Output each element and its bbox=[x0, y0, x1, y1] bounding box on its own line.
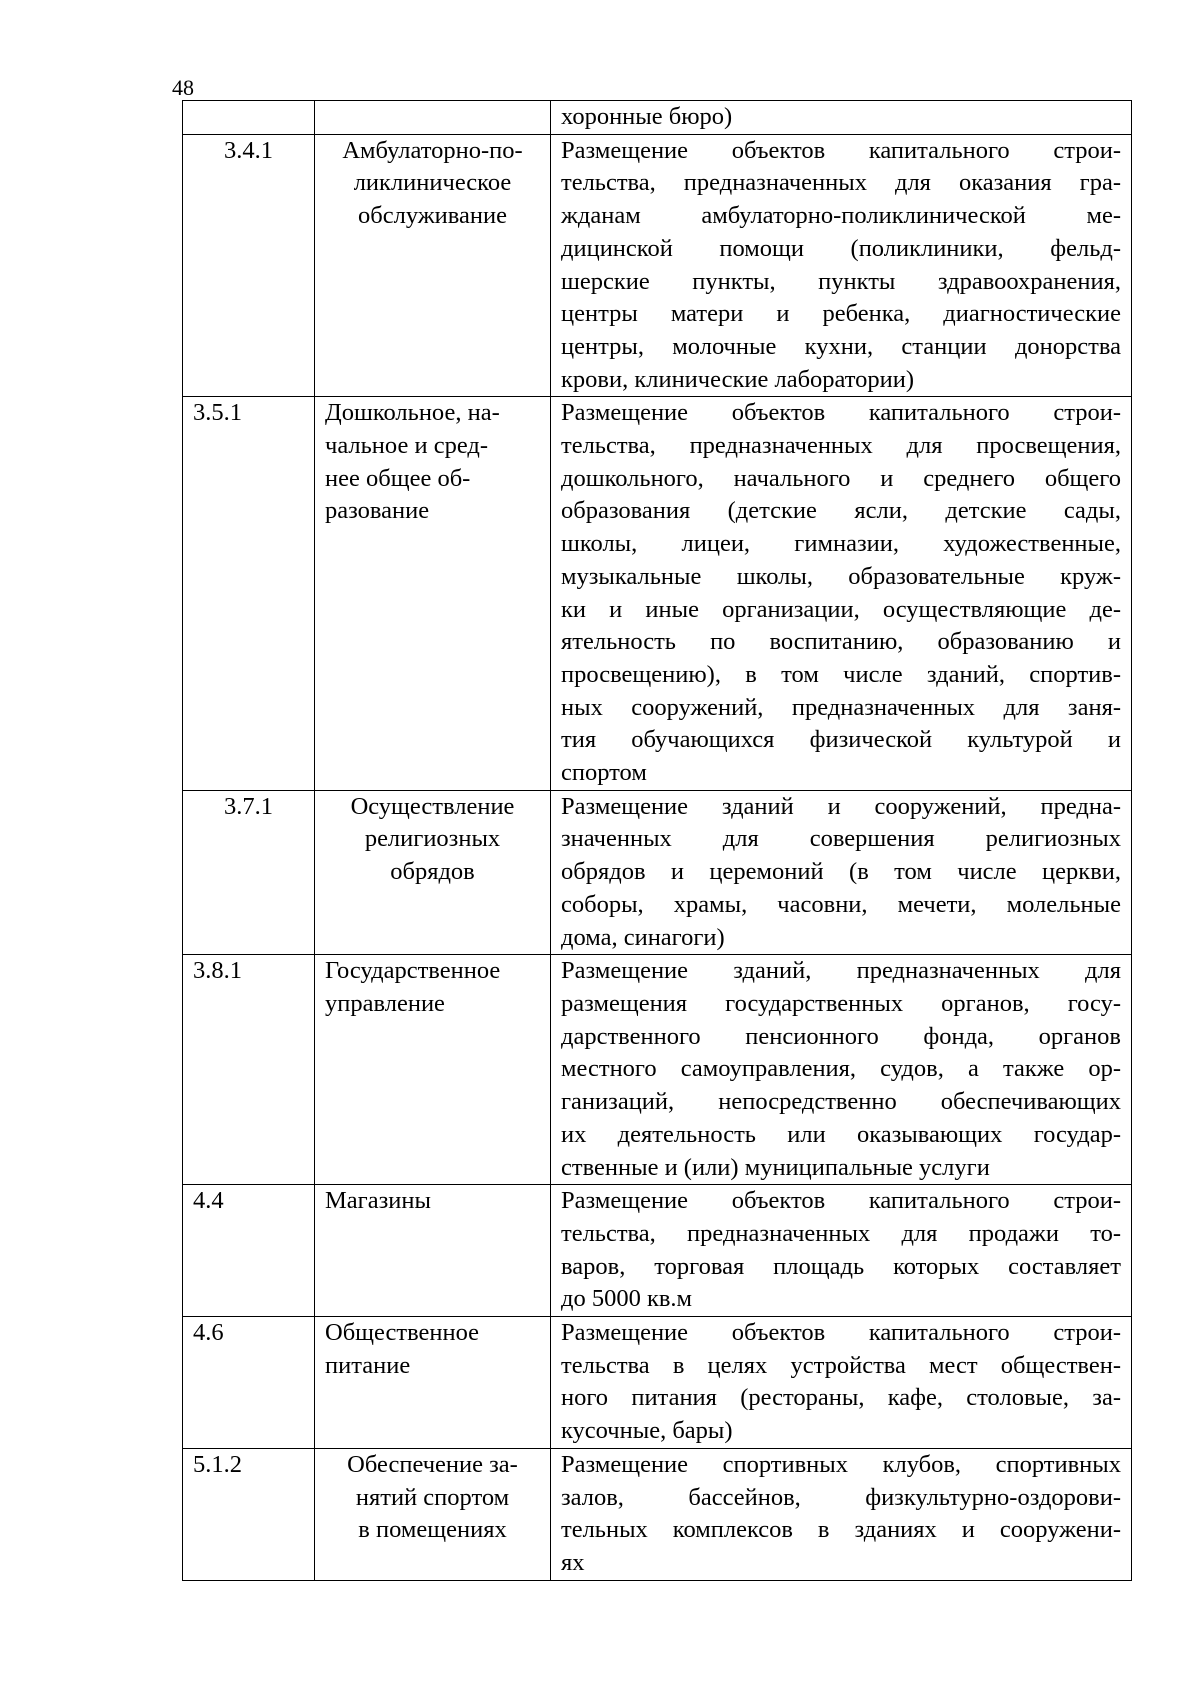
row-description-line: обрядов и церемоний (в том числе церкви, bbox=[561, 858, 1121, 886]
row-name-line: Осуществление bbox=[350, 792, 515, 820]
row-name-line: разование bbox=[325, 497, 430, 525]
row-description-line: залов, бассейнов, физкультурно-оздорови- bbox=[561, 1483, 1121, 1511]
row-description-line: просвещению), в том числе зданий, спортив- bbox=[561, 660, 1121, 688]
row-name-line: чальное и сред- bbox=[325, 432, 489, 460]
row-description bbox=[551, 397, 1132, 790]
row-description-line: Размещение зданий, предназначенных для bbox=[561, 957, 1121, 985]
row-code: 3.5.1 bbox=[183, 397, 315, 790]
row-name-line: питание bbox=[325, 1351, 411, 1379]
row-description bbox=[551, 1185, 1132, 1317]
row-description bbox=[551, 1317, 1132, 1449]
row-name bbox=[315, 1448, 551, 1580]
row-description bbox=[551, 134, 1132, 397]
row-name bbox=[315, 1185, 551, 1317]
row-name-line: Государственное bbox=[325, 957, 501, 985]
row-name-line: в помещениях bbox=[358, 1516, 507, 1544]
row-description-line: школы, лицеи, гимназии, художественные, bbox=[561, 530, 1121, 558]
row-name bbox=[315, 790, 551, 955]
row-description-line: жданам амбулаторно-поликлинической ме- bbox=[561, 202, 1121, 230]
row-name-line: Магазины bbox=[325, 1187, 431, 1215]
row-name bbox=[315, 1317, 551, 1449]
row-name-line: Дошкольное, на- bbox=[325, 399, 500, 427]
row-description bbox=[551, 955, 1132, 1185]
row-name-line: обслуживание bbox=[358, 202, 507, 230]
row-description-line: тельства в целях устройства мест обществен- bbox=[561, 1351, 1121, 1379]
table-row bbox=[183, 790, 1132, 955]
row-name bbox=[315, 134, 551, 397]
row-description-line: дошкольного, начального и среднего общего bbox=[561, 464, 1121, 492]
row-name-line: ликлиническое bbox=[353, 169, 512, 197]
row-name-line: Амбулаторно-по- bbox=[342, 136, 523, 164]
row-description-line: тельства, предназначенных для оказания гра- bbox=[561, 169, 1121, 197]
row-description-line: тельства, предназначенных для просвещения, bbox=[561, 432, 1121, 460]
land-use-table bbox=[182, 100, 1132, 1581]
row-name-line: нятий спортом bbox=[355, 1483, 510, 1511]
row-description-line: тельных комплексов в зданиях и сооружени- bbox=[561, 1516, 1121, 1544]
row-description-line: местного самоуправления, судов, а также ор- bbox=[561, 1055, 1121, 1083]
table-row bbox=[183, 1185, 1132, 1317]
table-row bbox=[183, 1448, 1132, 1580]
row-description-line: шерские пункты, пункты здравоохранения, bbox=[561, 267, 1121, 295]
table-row bbox=[183, 101, 1132, 135]
row-code: 4.4 bbox=[183, 1185, 315, 1317]
row-name-line: Обеспечение за- bbox=[347, 1450, 518, 1478]
row-description-line: ного питания (рестораны, кафе, столовые, за- bbox=[561, 1384, 1121, 1412]
row-description-line: их деятельность или оказывающих государ- bbox=[561, 1120, 1121, 1148]
row-description-line: соборы, храмы, часовни, мечети, молельные bbox=[561, 890, 1121, 918]
row-description-line: дицинской помощи (поликлиники, фельд- bbox=[561, 234, 1121, 262]
row-name-line: нее общее об- bbox=[325, 464, 471, 492]
row-description-line: музыкальные школы, образовательные круж- bbox=[561, 562, 1121, 590]
row-code: 3.4.1 bbox=[183, 134, 315, 397]
table-row bbox=[183, 955, 1132, 1185]
row-code: 3.8.1 bbox=[183, 955, 315, 1185]
row-code: 5.1.2 bbox=[183, 1448, 315, 1580]
row-description-line: варов, торговая площадь которых составляет bbox=[561, 1252, 1121, 1280]
row-description-line: до 5000 кв.м bbox=[561, 1285, 693, 1313]
row-code: 3.7.1 bbox=[183, 790, 315, 955]
row-description-line: образования (детские ясли, детские сады, bbox=[561, 497, 1121, 525]
row-code: 4.6 bbox=[183, 1317, 315, 1449]
row-description-line: Размещение объектов капитального строи- bbox=[561, 1187, 1121, 1215]
row-description bbox=[551, 1448, 1132, 1580]
row-description-line: центры, молочные кухни, станции донорства bbox=[561, 332, 1121, 360]
row-description-line: размещения государственных органов, госу- bbox=[561, 989, 1121, 1017]
row-description-line: дарственного пенсионного фонда, органов bbox=[561, 1022, 1121, 1050]
row-description-line: ных сооружений, предназначенных для заня- bbox=[561, 693, 1121, 721]
row-description-line: значенных для совершения религиозных bbox=[561, 825, 1121, 853]
row-description-line: спортом bbox=[561, 759, 647, 787]
row-description-line: центры матери и ребенка, диагностические bbox=[561, 300, 1121, 328]
row-description-line: Размещение спортивных клубов, спортивных bbox=[561, 1450, 1121, 1478]
row-description-line: ственные и (или) муниципальные услуги bbox=[561, 1153, 990, 1181]
table-row bbox=[183, 134, 1132, 397]
row-description-line: тельства, предназначенных для продажи то- bbox=[561, 1219, 1121, 1247]
row-description-line: ганизаций, непосредственно обеспечивающих bbox=[561, 1088, 1121, 1116]
row-name-line: обрядов bbox=[390, 858, 475, 886]
row-description-line: ях bbox=[561, 1548, 585, 1576]
table-row bbox=[183, 397, 1132, 790]
row-description-line: Размещение объектов капитального строи- bbox=[561, 399, 1121, 427]
row-description-line: хоронные бюро) bbox=[561, 103, 733, 130]
row-name bbox=[315, 397, 551, 790]
page-number: 48 bbox=[172, 75, 194, 100]
row-description-line: ки и иные организации, осуществляющие де- bbox=[561, 595, 1121, 623]
row-name-line: управление bbox=[325, 989, 445, 1017]
row-name bbox=[315, 955, 551, 1185]
row-description-line: кусочные, бары) bbox=[561, 1417, 733, 1445]
row-description bbox=[551, 101, 1132, 135]
row-description-line: Размещение зданий и сооружений, предна- bbox=[561, 792, 1121, 820]
row-description-line: Размещение объектов капитального строи- bbox=[561, 1319, 1121, 1347]
row-description-line: крови, клинические лаборатории) bbox=[561, 365, 915, 393]
row-name-line: Общественное bbox=[325, 1319, 480, 1347]
row-description bbox=[551, 790, 1132, 955]
row-name bbox=[315, 101, 551, 135]
row-description-line: дома, синагоги) bbox=[561, 923, 725, 951]
row-description-line: ятельность по воспитанию, образованию и bbox=[561, 628, 1121, 656]
row-name-line: религиозных bbox=[364, 825, 501, 853]
table-row bbox=[183, 1317, 1132, 1449]
table-body bbox=[183, 101, 1132, 1581]
row-description-line: тия обучающихся физической культурой и bbox=[561, 726, 1121, 754]
row-code bbox=[183, 101, 315, 135]
row-description-line: Размещение объектов капитального строи- bbox=[561, 136, 1121, 164]
